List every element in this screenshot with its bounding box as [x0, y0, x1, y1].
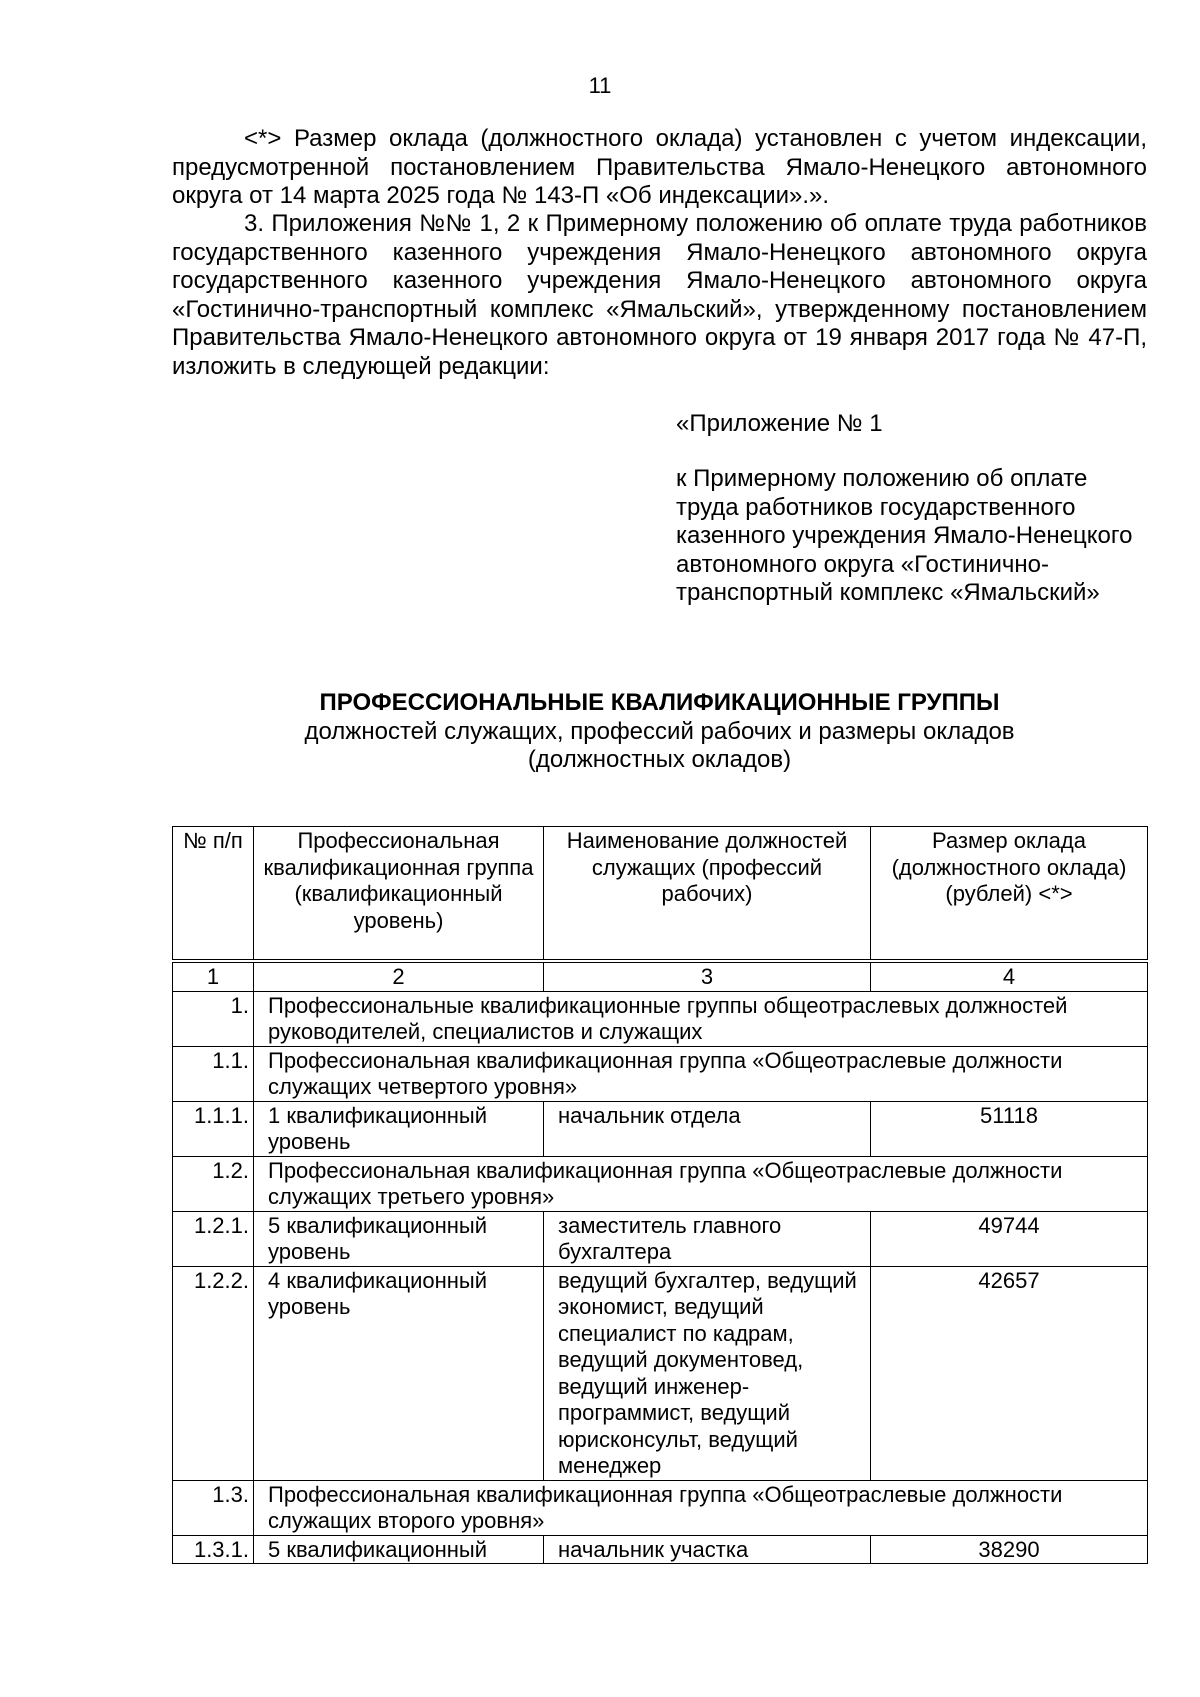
table-row: [173, 1046, 1148, 1101]
qualification-level: 5 квалификационный: [254, 1535, 544, 1564]
document-heading: ПРОФЕССИОНАЛЬНЫЕ КВАЛИФИКАЦИОННЫЕ ГРУППЫ: [319, 689, 1000, 716]
salary-table: [172, 826, 1148, 1564]
qualification-level: 1 квалификационный уровень: [254, 1101, 544, 1156]
column-number: 3: [544, 961, 871, 991]
amendment-paragraph: [172, 210, 1147, 381]
group-title: Профессиональная квалификационная группа «Общеотраслевые должности служащих второго уровня»: [254, 1480, 1148, 1535]
table-row: [173, 1156, 1148, 1211]
table-row: [173, 1480, 1148, 1535]
position-name: начальник отдела: [544, 1101, 871, 1156]
header-salary: Размер оклада (должностного оклада) (рублей) <*>: [871, 827, 1148, 962]
header-number: № п/п: [173, 827, 254, 962]
header-position: Наименование должностей служащих (профессий рабочих): [544, 827, 871, 962]
column-number: 4: [871, 961, 1148, 991]
table-row: [173, 991, 1148, 1046]
group-title: Профессиональные квалификационные группы общеотраслевых должностей руководителей, специалистов и служащих: [254, 991, 1148, 1046]
table-row: [173, 1101, 1148, 1156]
salary-value: 49744: [871, 1211, 1148, 1266]
row-number: 1.2.: [173, 1156, 254, 1211]
position-name: ведущий бухгалтер, ведущий экономист, ведущий специалист по кадрам, ведущий документовед, ведущий инженер-программист, ведущий юрисконсульт, ведущий менеджер: [544, 1266, 871, 1480]
footnote-paragraph: [172, 125, 1147, 211]
page-number: 11: [588, 73, 612, 98]
position-name: начальник участка: [544, 1535, 871, 1564]
table-row: [173, 1266, 1148, 1480]
row-number: 1.3.1.: [173, 1535, 254, 1564]
salary-value: 38290: [871, 1535, 1148, 1564]
heading-subtitle: должностей служащих, профессий рабочих и размеры окладов: [304, 718, 1015, 745]
table-header-row: [173, 827, 1148, 962]
salary-value: 51118: [871, 1101, 1148, 1156]
column-number: 2: [254, 961, 544, 991]
salary-value: 42657: [871, 1266, 1148, 1480]
table-row: [173, 1211, 1148, 1266]
position-name: заместитель главного бухгалтера: [544, 1211, 871, 1266]
header-group: Профессиональная квалификационная группа (квалификационный уровень): [254, 827, 544, 962]
qualification-level: 5 квалификационный уровень: [254, 1211, 544, 1266]
table-row: [173, 1535, 1148, 1564]
row-number: 1.2.2.: [173, 1266, 254, 1480]
group-title: Профессиональная квалификационная группа «Общеотраслевые должности служащих четвертого уровня»: [254, 1046, 1148, 1101]
appendix-title: «Приложение № 1: [676, 410, 883, 437]
row-number: 1.1.: [173, 1046, 254, 1101]
appendix-subtitle: к Примерному положению об оплате труда работников государственного казенного учреждения Ямало-Ненецкого автономного округа «Гостинично-транспортный комплекс «Ямальский»: [676, 465, 1133, 606]
paragraph-text: <*> Размер оклада (должностного оклада) установлен с учетом индексации, предусмотренной постановлением Правительства Ямало-Ненецкого автономного округа от 14 марта 2025 года № 143-П «Об индексации».».: [172, 125, 1147, 209]
column-number-row: [173, 961, 1148, 991]
row-number: 1.3.: [173, 1480, 254, 1535]
column-number: 1: [173, 961, 254, 991]
group-title: Профессиональная квалификационная группа «Общеотраслевые должности служащих третьего уровня»: [254, 1156, 1148, 1211]
row-number: 1.: [173, 991, 254, 1046]
paragraph-text: 3. Приложения №№ 1, 2 к Примерному положению об оплате труда работников государственного казенного учреждения Ямало-Ненецкого автономного округа государственного казенного учреждения Ямало-Ненецкого автономного округа «Гостинично-транспортный комплекс «Ямальский», утвержденному постановлением Правительства Ямало-Ненецкого автономного округа от 19 января 2017 года № 47-П, изложить в следующей редакции:: [172, 210, 1147, 380]
row-number: 1.2.1.: [173, 1211, 254, 1266]
row-number: 1.1.1.: [173, 1101, 254, 1156]
heading-subtitle: (должностных окладов): [527, 746, 792, 773]
qualification-level: 4 квалификационный уровень: [254, 1266, 544, 1480]
